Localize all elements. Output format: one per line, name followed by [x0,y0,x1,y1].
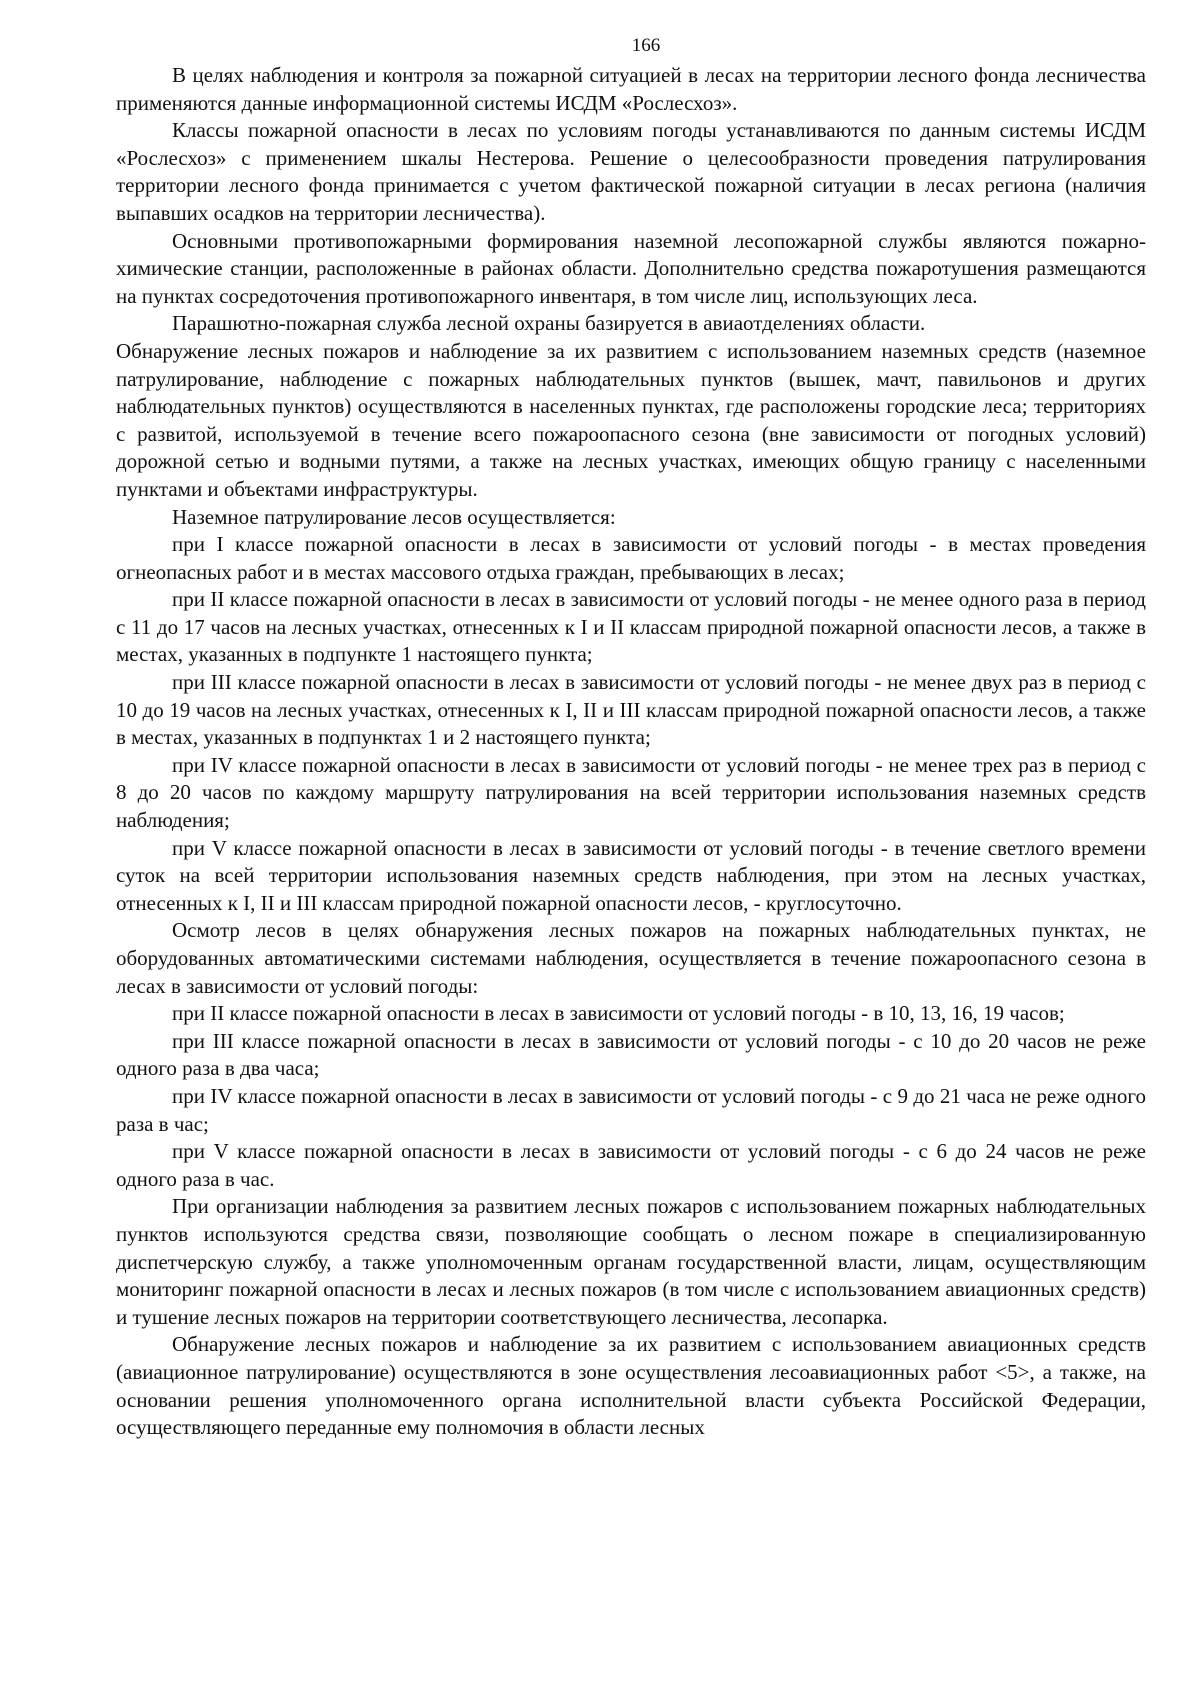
paragraph-fire-classes: Классы пожарной опасности в лесах по условиям погоды устанавливаются по данным системы ИСДМ «Рослесхоз» с применением шкалы Нестерова. Решение о целесообразности проведения патрулирования территории лесного фонда принимается с учетом фактической пожарной ситуации в лесах региона (наличия выпавших осадков на территории лесничества). [116,118,1146,225]
list-item-observation-class-5: при V классе пожарной опасности в лесах в зависимости от условий погоды - с 6 до 24 часов не реже одного раза в час. [116,1139,1146,1191]
list-item-observation-class-3: при III классе пожарной опасности в лесах в зависимости от условий погоды - с 10 до 20 часов не реже одного раза в два часа; [116,1028,1146,1081]
paragraph-parachute-service: Парашютно-пожарная служба лесной охраны базируется в авиаотделениях области. [172,311,926,336]
document-page [116,34,1146,1442]
list-item-observation-class-4: при IV классе пожарной опасности в лесах в зависимости от условий погоды - с 9 до 21 часа не реже одного раза в час; [116,1083,1146,1136]
list-item-patrol-class-4: при IV классе пожарной опасности в лесах в зависимости от условий погоды - не менее трех раз в период с 8 до 20 часов по каждому маршруту патрулирования на всей территории использования наземных средств наблюдения; [116,752,1146,833]
paragraph-isdm-data: В целях наблюдения и контроля за пожарной ситуацией в лесах на территории лесного фонда лесничества применяются данные информационной системы ИСДМ «Рослесхоз». [116,63,1146,115]
paragraph-ground-patrol-intro: Наземное патрулирование лесов осуществляется: [172,504,616,529]
paragraph-aviation-detection: Обнаружение лесных пожаров и наблюдение за их развитием с использованием авиационных средств (авиационное патрулирование) осуществляются в зоне осуществления лесоавиационных работ <5>, а также, на основании решения уполномоченного органа исполнительной власти субъекта Российской Федерации, осуществляющего переданные ему полномочия в области лесных [116,1332,1146,1440]
paragraph-communication-means: При организации наблюдения за развитием лесных пожаров с использованием пожарных наблюдательных пунктов используются средства связи, позволяющие сообщать о лесном пожаре в специализированную диспетчерскую службу, а также уполномоченным органам государственной власти, лицам, осуществляющим мониторинг пожарной опасности в лесах и лесных пожаров (в том числе с использованием авиационных средств) и тушение лесных пожаров на территории соответствующего лесничества, лесопарка. [116,1194,1146,1329]
paragraph-observation-posts: Осмотр лесов в целях обнаружения лесных пожаров на пожарных наблюдательных пунктах, не оборудованных автоматическими системами наблюдения, осуществляется в течение пожароопасного сезона в лесах в зависимости от условий погоды: [116,918,1146,998]
list-item-observation-class-2: при II классе пожарной опасности в лесах в зависимости от условий погоды - в 10, 13, 16, 19 часов; [172,1001,1065,1026]
list-item-patrol-class-3: при III классе пожарной опасности в лесах в зависимости от условий погоды - не менее двух раз в период с 10 до 19 часов на лесных участках, отнесенных к I, II и III классам природной пожарной опасности лесов, а также в местах, указанных в подпунктах 1 и 2 настоящего пункта; [116,670,1146,750]
list-item-patrol-class-1: при I классе пожарной опасности в лесах в зависимости от условий погоды - в местах проведения огнеопасных работ и в местах массового отдыха граждан, пребывающих в лесах; [116,532,1146,584]
list-item-patrol-class-2: при II классе пожарной опасности в лесах в зависимости от условий погоды - не менее одного раза в период с 11 до 17 часов на лесных участках, отнесенных к I и II классам природной пожарной опасности лесов, а также в местах, указанных в подпункте 1 настоящего пункта; [116,587,1146,667]
page-number: 166 [631,35,661,56]
paragraph-ground-detection: Обнаружение лесных пожаров и наблюдение за их развитием с использованием наземных средств (наземное патрулирование, наблюдение с пожарных наблюдательных пунктов (вышек, мачт, павильонов и других наблюдательных пунктов) осуществляются в населенных пунктах, где расположены городские леса; территориях с развитой, используемой в течение всего пожароопасного сезона (вне зависимости от погодных условий) дорожной сетью и водными путями, а также на лесных участках, имеющих общую границу с населенными пунктами и объектами инфраструктуры. [116,338,1146,501]
list-item-patrol-class-5: при V классе пожарной опасности в лесах в зависимости от условий погоды - в течение светлого времени суток на всей территории использования наземных средств наблюдения, при этом на лесных участках, отнесенных к I, II и III классам природной пожарной опасности лесов, - круглосуточно. [116,835,1146,915]
paragraph-fire-stations: Основными противопожарными формирования наземной лесопожарной службы являются пожарно-химические станции, расположенные в районах области. Дополнительно средства пожаротушения размещаются на пунктах сосредоточения противопожарного инвентаря, в том числе лиц, использующих леса. [116,228,1146,308]
